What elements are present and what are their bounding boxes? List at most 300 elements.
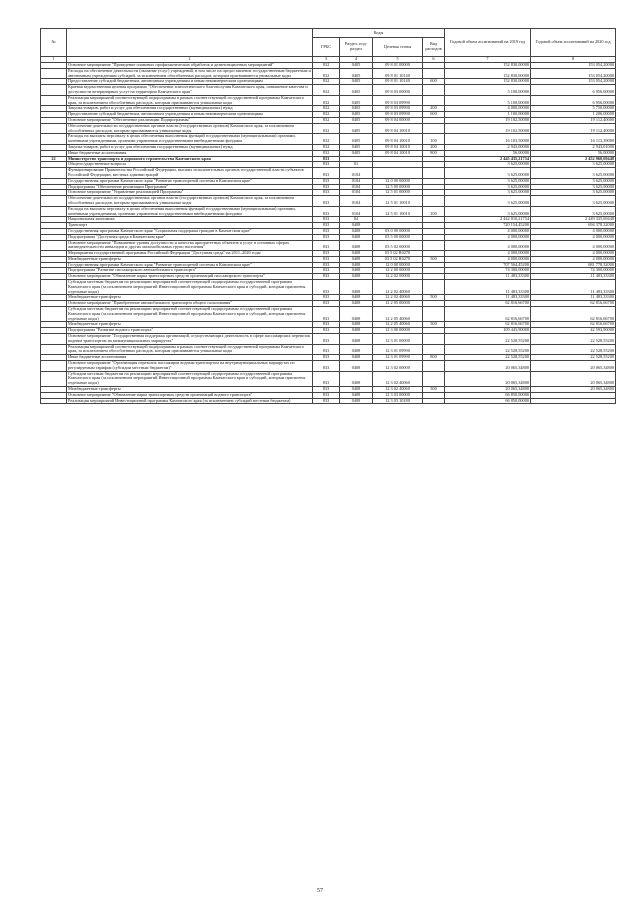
row-sum-2020: 16 113,39000	[531, 134, 616, 145]
row-razdel: 0408	[340, 223, 373, 229]
row-expense-type	[423, 85, 445, 96]
row-grbs: 833	[313, 268, 340, 274]
row-grbs: 832	[313, 68, 340, 79]
row-sum-2019: 4 000,00000	[445, 234, 531, 240]
row-grbs: 833	[313, 280, 340, 295]
row-target-article: 12 3 01 00000	[373, 334, 423, 345]
row-number	[41, 134, 67, 145]
row-sum-2019: 152 830,00000	[445, 79, 531, 85]
row-expense-type	[423, 334, 445, 345]
row-number	[41, 206, 67, 217]
row-expense-type: 500	[423, 295, 445, 301]
table-row	[41, 95, 616, 106]
row-name: Транспорт	[67, 223, 313, 229]
row-sum-2020: 3 625,00000	[531, 162, 616, 168]
row-grbs: 833	[313, 240, 340, 251]
row-razdel: 0408	[340, 251, 373, 257]
row-number	[41, 371, 67, 386]
row-target-article: 09 8 04 10010	[373, 144, 423, 150]
row-sum-2019: 11 483,33300	[445, 274, 531, 280]
row-razdel: 0408	[340, 392, 373, 398]
row-razdel: 0408	[340, 344, 373, 355]
row-expense-type	[423, 371, 445, 386]
row-sum-2020: 6 956,00000	[531, 95, 616, 106]
row-number	[41, 68, 67, 79]
index-cell: 5	[373, 57, 423, 63]
row-razdel: 0104	[340, 168, 373, 179]
row-target-article: 12 3 01 09990	[373, 344, 423, 355]
row-number	[41, 361, 67, 372]
row-sum-2020: 153 054,20000	[531, 79, 616, 85]
row-target-article: 09 8 01 10140	[373, 79, 423, 85]
table-row	[41, 344, 616, 355]
row-sum-2020: 3 625,00000	[531, 178, 616, 184]
row-expense-type	[423, 196, 445, 207]
row-sum-2019: 74 300,00000	[445, 268, 531, 274]
row-sum-2019: 56,00000	[445, 150, 531, 156]
row-sum-2019: 5 100,00000	[445, 95, 531, 106]
row-sum-2020: 20 065,34800	[531, 361, 616, 372]
row-sum-2019: 4 000,00000	[445, 256, 531, 262]
row-number	[41, 95, 67, 106]
row-razdel: 0408	[340, 334, 373, 345]
row-target-article: 09 8 03 00000	[373, 85, 423, 96]
table-row	[41, 361, 616, 372]
row-name: Основное мероприятие "Приобретение автомобильного транспорта общего пользования"	[67, 301, 313, 307]
row-razdel: 0405	[340, 144, 373, 150]
row-name: Предоставление субсидий бюджетным, автономным учреждениям и иным некоммерческим организациям	[67, 79, 313, 85]
row-name: Основное мероприятие "Управление реализацией Программы"	[67, 190, 313, 196]
row-razdel: 0408	[340, 387, 373, 393]
row-sum-2020: 2 452 960,69448	[531, 156, 616, 162]
row-name: Межбюджетные трансферты	[67, 322, 313, 328]
row-target-article: 09 8 04 00000	[373, 117, 423, 123]
row-grbs: 833	[313, 387, 340, 393]
table-body	[41, 63, 616, 404]
row-target-article: 12 5 00 00000	[373, 184, 423, 190]
row-name: Расходы на выплаты персоналу в целях обеспечения выполнения функций государственными (муниципальными) органами, казенными учреждениями, органами управления государственными внебюджетными фондами	[67, 134, 313, 145]
row-grbs: 832	[313, 112, 340, 118]
row-razdel: 0104	[340, 178, 373, 184]
row-sum-2019: 20 065,34800	[445, 361, 531, 372]
row-sum-2020: 1 206,00000	[531, 112, 616, 118]
row-sum-2019: 4 000,00000	[445, 251, 531, 257]
row-sum-2020: 11 483,33300	[531, 280, 616, 295]
table-row	[41, 371, 616, 386]
row-razdel: 0408	[340, 228, 373, 234]
row-sum-2020: 11 483,33300	[531, 274, 616, 280]
row-razdel: 0405	[340, 134, 373, 145]
row-name: Межбюджетные трансферты	[67, 295, 313, 301]
row-sum-2020: 3 625,00000	[531, 196, 616, 207]
row-target-article: 09 8 04 10010	[373, 134, 423, 145]
row-number	[41, 280, 67, 295]
row-number	[41, 168, 67, 179]
row-expense-type: 500	[423, 387, 445, 393]
row-sum-2020: 42 593,90000	[531, 328, 616, 334]
row-grbs: 833	[313, 234, 340, 240]
row-expense-type	[423, 280, 445, 295]
row-name: Мероприятия государственной программы Российской Федерации "Доступная среда" на 2011–2020 годы	[67, 251, 313, 257]
row-razdel: 0405	[340, 68, 373, 79]
row-grbs: 833	[313, 371, 340, 386]
row-sum-2019: 152 830,00000	[445, 63, 531, 69]
row-grbs: 833	[313, 322, 340, 328]
table-row	[41, 85, 616, 96]
row-target-article: 03 5 02 R0270	[373, 256, 423, 262]
row-grbs: 833	[313, 355, 340, 361]
row-grbs: 833	[313, 190, 340, 196]
row-expense-type: 600	[423, 79, 445, 85]
row-expense-type: 600	[423, 112, 445, 118]
row-sum-2020: 74 300,00000	[531, 268, 616, 274]
row-sum-2020: 153 054,20000	[531, 68, 616, 79]
row-expense-type: 800	[423, 150, 445, 156]
table-row	[41, 240, 616, 251]
row-number	[41, 344, 67, 355]
row-sum-2019: 11 483,33300	[445, 295, 531, 301]
row-grbs: 833	[313, 344, 340, 355]
row-name: Реализация мероприятий соответствующей подпрограммы в рамках соответствующей государственной программы Камчатского края, за исключением обособленных расходов, которым присваиваются уникальные коды	[67, 95, 313, 106]
row-sum-2019: 3 625,00000	[445, 206, 531, 217]
header-razdel: Раздел, под-раздел	[340, 38, 373, 57]
row-sum-2019: 4 000,00000	[445, 228, 531, 234]
row-name: Предоставление субсидий бюджетным, автономным учреждениям и иным некоммерческим организациям	[67, 112, 313, 118]
row-grbs: 833	[313, 251, 340, 257]
row-razdel: 0408	[340, 262, 373, 268]
row-sum-2019: 3 625,00000	[445, 168, 531, 179]
row-razdel: 0104	[340, 190, 373, 196]
row-sum-2020: 153 054,20000	[531, 63, 616, 69]
header-expense-type: Вид расходов	[423, 38, 445, 57]
row-sum-2019: 20 065,34800	[445, 371, 531, 386]
row-target-article: 12 5 01 00000	[373, 190, 423, 196]
row-grbs: 833	[313, 334, 340, 345]
row-sum-2020: 20 065,34800	[531, 387, 616, 393]
table-row	[41, 168, 616, 179]
row-razdel: 0405	[340, 63, 373, 69]
table-row	[41, 134, 616, 145]
row-sum-2019: 2 943,00000	[445, 144, 531, 150]
row-sum-2019: 22 528,55200	[445, 344, 531, 355]
table-row	[41, 280, 616, 295]
row-sum-2019: 62 816,66700	[445, 301, 531, 307]
row-target-article: 12 2 05 00000	[373, 301, 423, 307]
row-sum-2020: 4 000,00000	[531, 251, 616, 257]
row-grbs: 833	[313, 295, 340, 301]
row-razdel: 0408	[340, 371, 373, 386]
row-sum-2019: 4 000,00000	[445, 240, 531, 251]
row-target-article: 12 3 03 00000	[373, 392, 423, 398]
row-name: Межбюджетные трансферты	[67, 256, 313, 262]
row-grbs: 833	[313, 206, 340, 217]
row-expense-type: 800	[423, 355, 445, 361]
row-sum-2019: 3 625,00000	[445, 162, 531, 168]
row-razdel: 0408	[340, 355, 373, 361]
row-target-article: 12 5 01 10010	[373, 196, 423, 207]
row-sum-2019: 62 816,66700	[445, 307, 531, 322]
row-expense-type	[423, 344, 445, 355]
row-sum-2019: 2 445 435,21754	[445, 156, 531, 162]
row-name: Межбюджетные трансферты	[67, 387, 313, 393]
row-name: Подпрограмма "Обеспечение реализации Программы"	[67, 184, 313, 190]
row-grbs: 833	[313, 196, 340, 207]
row-name: Государственная программа Камчатского края "Развитие транспортной системы в Камчатском крае"	[67, 262, 313, 268]
row-expense-type: 200	[423, 106, 445, 112]
row-sum-2019: 3 625,00000	[445, 184, 531, 190]
row-razdel: 0408	[340, 328, 373, 334]
row-target-article: 09 8 01 00000	[373, 63, 423, 69]
row-name: Краевая ведомственная целевая программа "Обеспечение эпизоотического благополучия Камчатского края, повышение качества и доступности ветеринарных услуг на территории Камчатского края"	[67, 85, 313, 96]
row-grbs: 833	[313, 392, 340, 398]
row-target-article: 12 2 02 40060	[373, 295, 423, 301]
row-name: Расходы на выплаты персоналу в целях обеспечения выполнения функций государственными (муниципальными) органами, казенными учреждениями, органами управления государственными внебюджетными фондами	[67, 206, 313, 217]
row-sum-2020: 20 065,34800	[531, 371, 616, 386]
row-grbs: 833	[313, 274, 340, 280]
row-grbs: 832	[313, 79, 340, 85]
row-razdel: 0408	[340, 301, 373, 307]
row-grbs: 833	[313, 301, 340, 307]
row-razdel: 0104	[340, 206, 373, 217]
row-grbs: 833	[313, 178, 340, 184]
row-razdel: 0408	[340, 256, 373, 262]
header-number: №	[41, 29, 67, 57]
row-razdel: 0408	[340, 234, 373, 240]
row-razdel: 0104	[340, 196, 373, 207]
row-sum-2020: 62 816,66700	[531, 307, 616, 322]
row-expense-type	[423, 361, 445, 372]
row-name: Закупка товаров, работ и услуг для обеспечения государственных (муниципальных) нужд	[67, 106, 313, 112]
row-sum-2019: 152 830,00000	[445, 68, 531, 79]
row-sum-2020: 3 625,00000	[531, 190, 616, 196]
row-razdel: 0408	[340, 307, 373, 322]
row-expense-type	[423, 168, 445, 179]
row-razdel: 0408	[340, 322, 373, 328]
row-grbs: 833	[313, 398, 340, 404]
row-sum-2020: 3 625,00000	[531, 168, 616, 179]
row-name: Субсидии местным бюджетам на реализацию мероприятий соответствующей подпрограммы государственной программы Камчатского края (за исключением мероприятий Инвестиционной программы Камчатского края и субсидий, которым присвоены отдельные коды)	[67, 280, 313, 295]
row-razdel: 0408	[340, 398, 373, 404]
row-name: Подпрограмма "Развитие водного транспорта"	[67, 328, 313, 334]
row-expense-type	[423, 307, 445, 322]
row-sum-2020: 694 378,32000	[531, 223, 616, 229]
row-name: Расходы на обеспечение деятельности (оказание услуг) учреждений, в том числе на предоставление государственным бюджетным и автономным учреждениям субсидий, за исключением обособленных расходов, которым присваиваются уникальные коды	[68, 68, 311, 78]
row-target-article: 12 2 02 00000	[373, 274, 423, 280]
row-sum-2020: 19 112,40000	[531, 117, 616, 123]
row-name: Основное мероприятие "Обновление парка транспортных средств организаций водного транспорта"	[67, 392, 313, 398]
row-grbs: 832	[313, 144, 340, 150]
row-sum-2020: 19 112,40000	[531, 123, 616, 134]
row-expense-type	[423, 68, 445, 79]
row-sum-2020: 3 625,00000	[531, 184, 616, 190]
row-sum-2020: 6 956,00000	[531, 85, 616, 96]
row-target-article: 12 5 01 10010	[373, 206, 423, 217]
row-expense-type	[423, 240, 445, 251]
row-razdel: 0405	[340, 79, 373, 85]
row-razdel: 0408	[340, 274, 373, 280]
row-grbs: 833	[313, 256, 340, 262]
row-sum-2019: 19 102,50000	[445, 117, 531, 123]
row-grbs: 833	[313, 228, 340, 234]
row-grbs: 832	[313, 85, 340, 96]
row-sum-2020: 2 449 335,69448	[531, 217, 616, 223]
row-sum-2019: 62 816,66700	[445, 322, 531, 328]
row-grbs: 833	[313, 262, 340, 268]
row-name: Закупка товаров, работ и услуг для обеспечения государственных (муниципальных) нужд	[67, 144, 313, 150]
table-header-row-1	[41, 29, 616, 38]
row-sum-2019: 11 483,33300	[445, 280, 531, 295]
row-name: Субсидии местным бюджетам на реализацию мероприятий соответствующей подпрограммы государственной программы Камчатского края (за исключением мероприятий Инвестиционной программы Камчатского края и субсидий, которым присвоены отдельные коды)	[67, 307, 313, 322]
row-name: Основное мероприятие "Проведение плановых профилактических обработок и дезинсекционных мероприятий"	[67, 63, 313, 69]
row-sum-2020: 4 000,00000	[531, 228, 616, 234]
row-razdel: 0408	[340, 361, 373, 372]
row-sum-2020: 62 816,66700	[531, 301, 616, 307]
row-target-article: 09 8 04 10010	[373, 150, 423, 156]
row-expense-type: 500	[423, 256, 445, 262]
row-sum-2019: 3 625,00000	[445, 178, 531, 184]
row-target-article: 12 2 00 00000	[373, 268, 423, 274]
row-sum-2019: 66 850,00000	[445, 392, 531, 398]
row-name: Государственная программа Камчатского края "Социальная поддержка граждан в Камчатском крае"	[67, 228, 313, 234]
row-number	[41, 307, 67, 322]
table-row	[41, 334, 616, 345]
row-sum-2019: 20 065,34800	[445, 387, 531, 393]
row-grbs: 833	[313, 168, 340, 179]
row-grbs: 832	[313, 117, 340, 123]
row-target-article: 12 3 03 10180	[373, 398, 423, 404]
row-name: Иные бюджетные ассигнования	[67, 355, 313, 361]
row-target-article: 12 3 02 40060	[373, 371, 423, 386]
row-razdel: 0405	[340, 85, 373, 96]
index-cell: 8	[531, 57, 616, 63]
row-sum-2019: 3 625,00000	[445, 190, 531, 196]
row-name: Основное мероприятие "Обеспечение реализации Подпрограммы"	[67, 117, 313, 123]
row-target-article: 03 5 00 00000	[373, 234, 423, 240]
row-target-article: 03 5 02 R0270	[373, 251, 423, 257]
index-cell: 6	[423, 57, 445, 63]
row-sum-2020: 3 625,00000	[531, 206, 616, 217]
row-grbs: 832	[313, 123, 340, 134]
row-target-article: 12 2 05 40060	[373, 322, 423, 328]
row-name: Обеспечение деятельности государственных органов власти (государственных органов) Камчатского края, за исключением обособленных расходов, которым присваиваются уникальные коды	[67, 196, 313, 207]
row-number	[41, 334, 67, 345]
header-codes-group: Коды	[313, 29, 445, 38]
row-name: Общегосударственные вопросы	[67, 162, 313, 168]
row-target-article: 09 8 03 09990	[373, 95, 423, 106]
row-target-article: 12 0 00 00000	[373, 262, 423, 268]
row-sum-2019: 5 100,00000	[445, 85, 531, 96]
row-sum-2019: 19 102,50000	[445, 123, 531, 134]
row-sum-2019: 22 528,55200	[445, 355, 531, 361]
row-expense-type: 200	[423, 144, 445, 150]
index-cell: 2	[67, 57, 313, 63]
row-sum-2020: 4 000,00000	[531, 234, 616, 240]
row-sum-2019: 109 443,90000	[445, 328, 531, 334]
row-expense-type	[423, 95, 445, 106]
row-grbs: 832	[313, 106, 340, 112]
row-expense-type: 500	[423, 322, 445, 328]
header-sum-2020: Годовой объем ассигнований на 2020 год	[531, 29, 616, 57]
table-row	[41, 398, 616, 404]
row-name: Реализация мероприятий соответствующей подпрограммы в рамках соответствующей государственной программы Камчатского края, за исключением обособленных расходов, которым присваиваются уникальные коды	[67, 344, 313, 355]
header-target-article: Целевая статья	[373, 38, 423, 57]
row-target-article: 12 3 02 40060	[373, 387, 423, 393]
row-number	[41, 398, 67, 404]
row-razdel: 0408	[340, 295, 373, 301]
table-row	[41, 307, 616, 322]
row-target-article: 12 3 01 09990	[373, 355, 423, 361]
row-name: Основное мероприятие "Организация перевозок пассажиров водным транспортом на внутримуниципальных маршрутах по регулируемым тарифам (субсидии местным бюджетам)"	[67, 361, 313, 372]
row-grbs: 833	[313, 156, 340, 162]
row-razdel: 0408	[340, 240, 373, 251]
row-sum-2019: 16 103,50000	[445, 134, 531, 145]
row-grbs: 833	[313, 184, 340, 190]
header-name	[67, 29, 313, 57]
index-cell: 3	[313, 57, 340, 63]
row-name: Основное мероприятие "Государственная поддержка организаций, осуществляющих деятельность в сфере пассажирских перевозок водным транспортом на межмуниципальных маршрутах"	[67, 334, 313, 345]
index-cell: 4	[340, 57, 373, 63]
row-grbs: 832	[313, 150, 340, 156]
row-name: Субсидии местным бюджетам на реализацию мероприятий соответствующей подпрограммы государственной программы Камчатского края (за исключением мероприятий Инвестиционной программы Камчатского края и субсидий, которым присвоены отдельные коды)	[67, 371, 313, 386]
row-name: Функционирование Правительства Российской Федерации, высших исполнительных органов государственной власти субъектов Российской Федерации, местных администраций	[67, 168, 313, 179]
row-sum-2019: 4 000,00000	[445, 106, 531, 112]
row-grbs: 833	[313, 361, 340, 372]
row-sum-2019: 720 154,45200	[445, 223, 531, 229]
row-expense-type: 100	[423, 134, 445, 145]
row-name: Обеспечение деятельности государственных органов власти (государственных органов) Камчатского края, за исключением обособленных расходов, которым присваиваются уникальные коды	[67, 123, 313, 134]
row-sum-2019: 22 528,55200	[445, 334, 531, 345]
row-name: Основное мероприятие "Обновление парка транспортных средств организаций пассажирского транспорта"	[67, 274, 313, 280]
row-sum-2019: 3 625,00000	[445, 196, 531, 207]
row-name: Национальная экономика	[67, 217, 313, 223]
table-row	[41, 196, 616, 207]
row-sum-2019: 707 564,45200	[445, 262, 531, 268]
row-razdel: 04	[340, 217, 373, 223]
row-grbs: 832	[313, 63, 340, 69]
row-razdel: 0408	[340, 280, 373, 295]
row-sum-2020: 681 778,32000	[531, 262, 616, 268]
row-grbs: 833	[313, 162, 340, 168]
row-name: Подпрограмма "Развитие пассажирского автомобильного транспорта"	[67, 268, 313, 274]
row-target-article: 09 8 01 10140	[373, 68, 423, 79]
row-target-article: 12 0 00 00000	[373, 178, 423, 184]
row-razdel: 0104	[340, 184, 373, 190]
row-grbs: 833	[313, 328, 340, 334]
row-sum-2019: 2 442 010,21754	[445, 217, 531, 223]
row-target-article: 09 8 03 09990	[373, 112, 423, 118]
row-expense-type	[423, 123, 445, 134]
row-sum-2020	[531, 398, 616, 404]
header-sum-2019: Годовой объем ассигнований на 2019 год	[445, 29, 531, 57]
row-sum-2020: 22 528,55200	[531, 344, 616, 355]
row-razdel: 0405	[340, 150, 373, 156]
table-row	[41, 68, 616, 79]
row-sum-2020: 56,00000	[531, 150, 616, 156]
table-row	[41, 123, 616, 134]
row-name: Министерство транспорта и дорожного строительства Камчатского края	[67, 156, 313, 162]
row-target-article: 12 3 00 00000	[373, 328, 423, 334]
row-grbs: 833	[313, 307, 340, 322]
row-number	[41, 123, 67, 134]
row-target-article: 03 5 02 00000	[373, 240, 423, 251]
row-target-article: 09 8 03 09990	[373, 106, 423, 112]
row-sum-2020: 11 483,33300	[531, 295, 616, 301]
page-number: 57	[317, 888, 323, 894]
row-target-article: 09 8 04 10010	[373, 123, 423, 134]
row-razdel: 0405	[340, 117, 373, 123]
row-expense-type: 100	[423, 206, 445, 217]
row-razdel: 0408	[340, 268, 373, 274]
